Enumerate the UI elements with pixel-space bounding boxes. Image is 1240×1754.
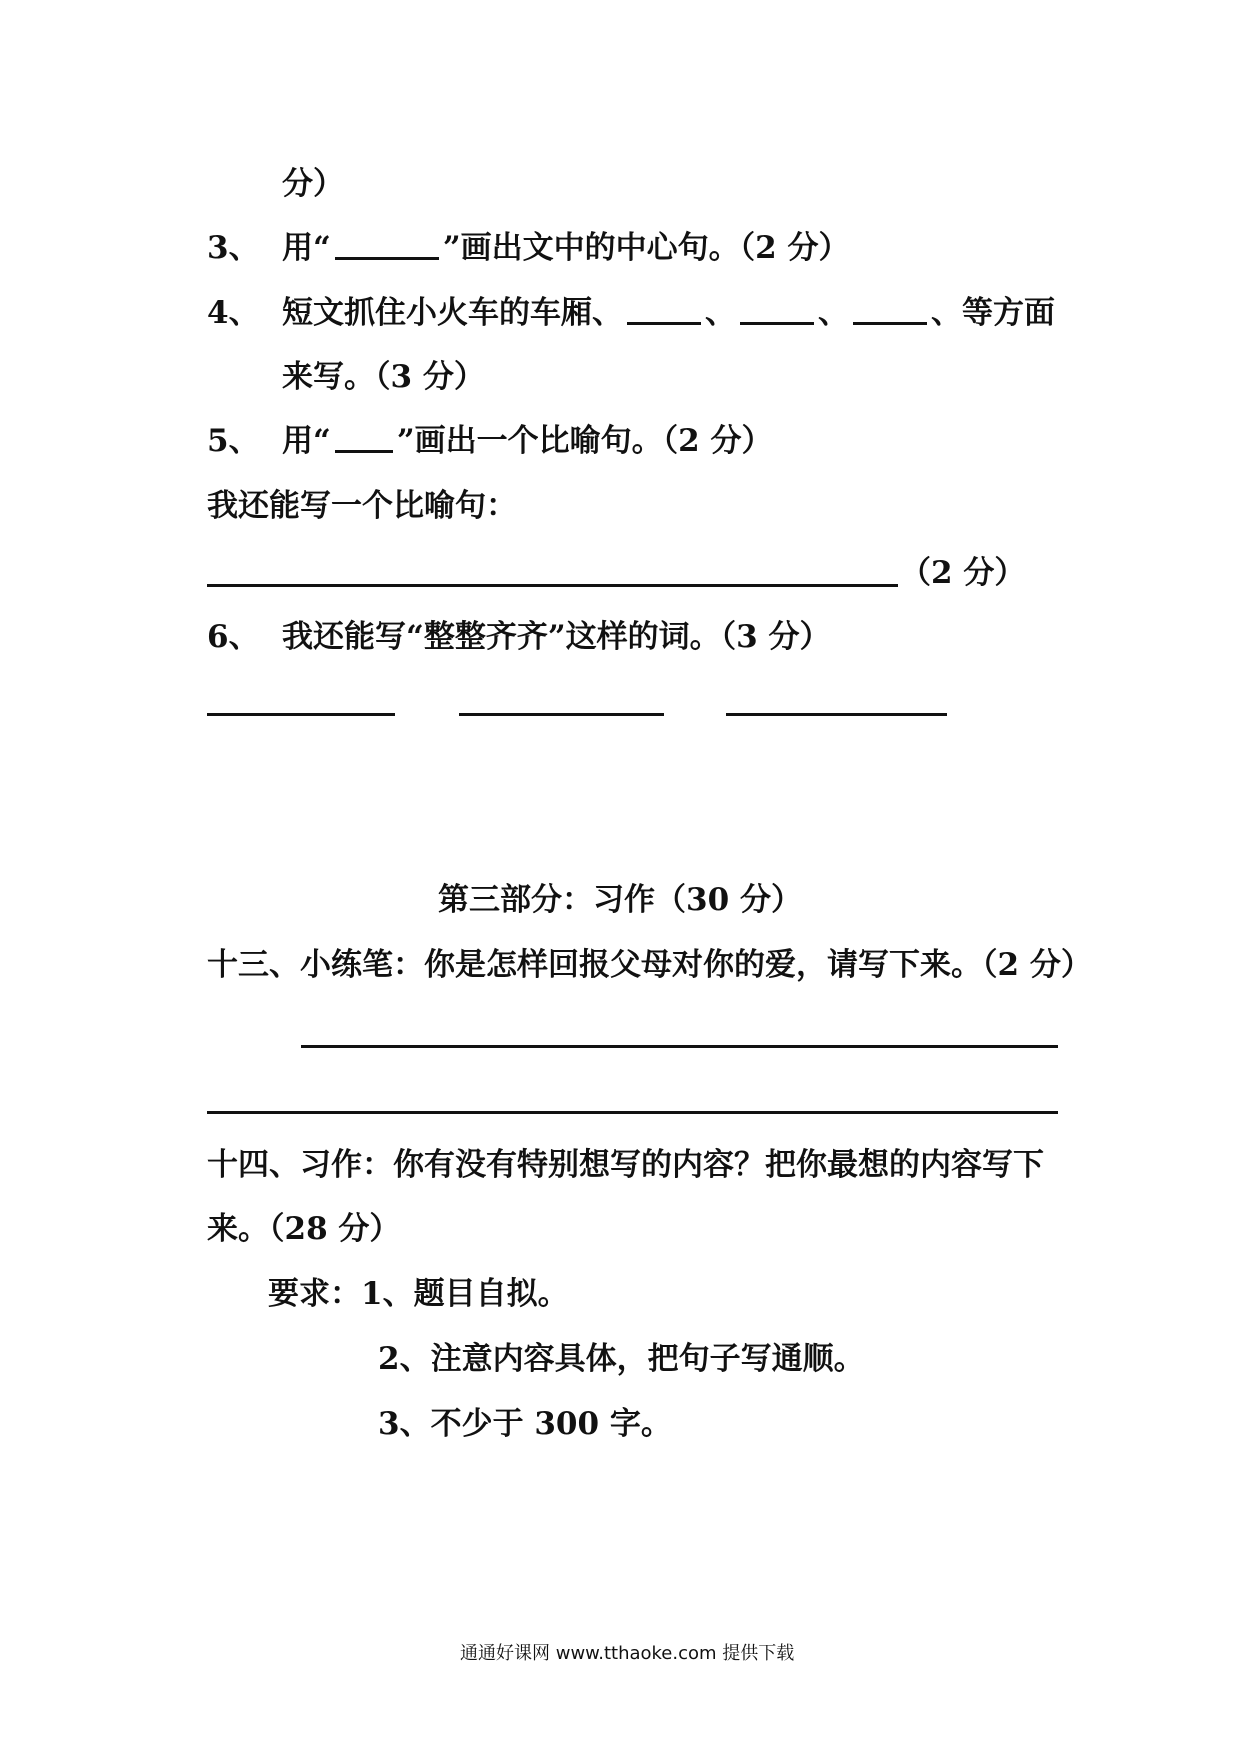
q2-tail: 分） xyxy=(282,166,344,202)
q3-pre: 用“ xyxy=(282,230,331,266)
q6-answer-line-3[interactable] xyxy=(726,713,947,716)
q4-text xyxy=(282,293,1055,333)
q14-requirement-3: 3、不少于 300 字。 xyxy=(378,1406,672,1442)
q4-blank-2[interactable] xyxy=(740,294,814,325)
part3-title: 第三部分：习作（30 分） xyxy=(438,882,802,918)
footer-credit: 通通好课网 www.tthaoke.com 提供下载 xyxy=(460,1643,795,1664)
q4-sep-1: 、 xyxy=(705,295,736,331)
q5-blank[interactable] xyxy=(335,422,393,453)
q4-blank-3[interactable] xyxy=(853,294,927,325)
q4-line2: 来写。（3 分） xyxy=(282,359,485,395)
q13-answer-line-2[interactable] xyxy=(207,1111,1058,1114)
q5-pre: 用“ xyxy=(282,423,331,459)
q5-post: ”画出一个比喻句。（2 分） xyxy=(396,423,773,459)
q5-prompt: 我还能写一个比喻句： xyxy=(207,488,517,524)
q5-answer-line[interactable] xyxy=(207,584,898,587)
q5-number: 5、 xyxy=(207,423,260,459)
q3-blank[interactable] xyxy=(335,229,439,260)
q3-number: 3、 xyxy=(207,230,260,266)
q5-score: （2 分） xyxy=(900,555,1026,591)
q6-text: 我还能写“整整齐齐”这样的词。（3 分） xyxy=(282,619,831,655)
q3-post: ”画出文中的中心句。（2 分） xyxy=(442,230,850,266)
q4-number: 4、 xyxy=(207,295,260,331)
q4-post: 、等方面 xyxy=(931,295,1055,331)
q13-text: 十三、小练笔：你是怎样回报父母对你的爱，请写下来。（2 分） xyxy=(207,947,1092,983)
q4-pre: 短文抓住小火车的车厢、 xyxy=(282,295,623,331)
q5-text xyxy=(282,421,773,461)
q3-text xyxy=(282,228,850,268)
q4-sep-2: 、 xyxy=(818,295,849,331)
q6-number: 6、 xyxy=(207,619,260,655)
q14-line1: 十四、习作：你有没有特别想写的内容？把你最想的内容写下 xyxy=(207,1147,1044,1183)
q14-requirement-2: 2、注意内容具体，把句子写通顺。 xyxy=(378,1341,865,1377)
q6-answer-line-1[interactable] xyxy=(207,713,395,716)
q13-answer-line-1[interactable] xyxy=(301,1045,1058,1048)
q14-requirement-1: 要求：1、题目自拟。 xyxy=(268,1276,569,1312)
q4-blank-1[interactable] xyxy=(627,294,701,325)
q6-answer-line-2[interactable] xyxy=(459,713,664,716)
q14-line2: 来。（28 分） xyxy=(207,1211,401,1247)
